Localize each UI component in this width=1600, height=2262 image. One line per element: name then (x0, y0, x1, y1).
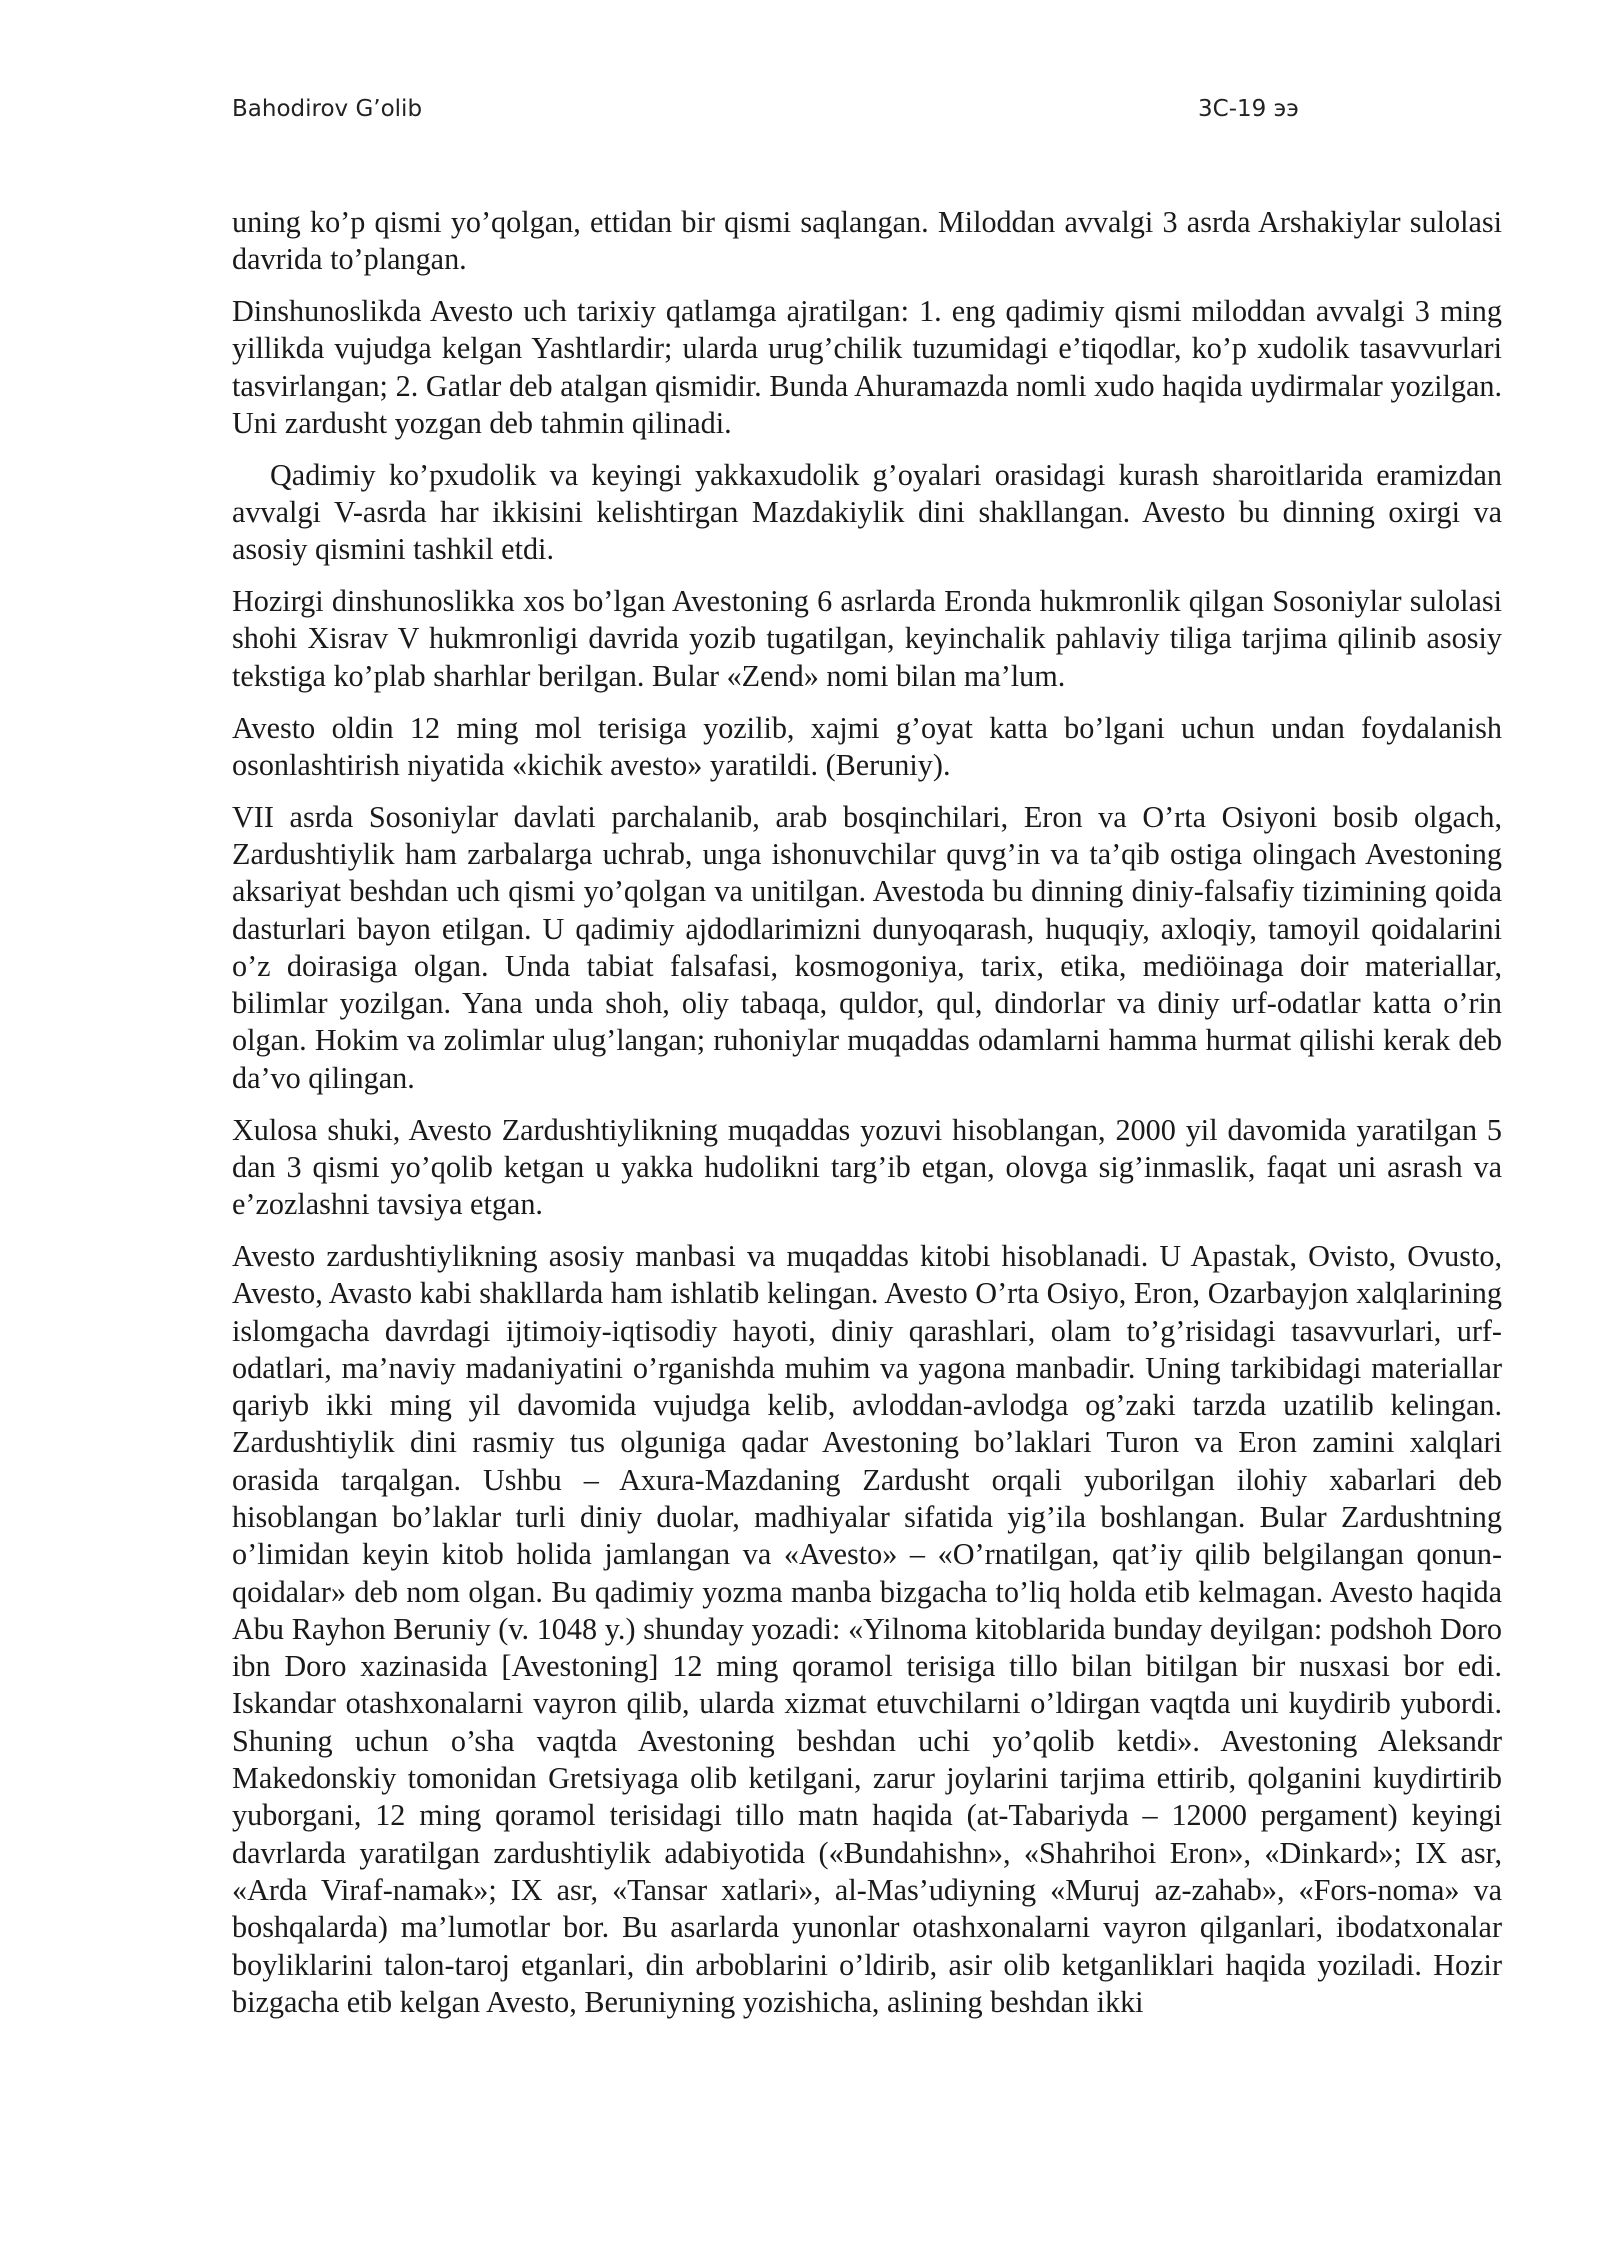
paragraph-1: uning ko’p qismi yo’qolgan, ettidan bir qismi saqlangan. Miloddan avvalgi 3 asrda Arshakiylar sulolasi davrida to’plangan. (232, 205, 1502, 277)
document-body (232, 204, 1502, 2036)
paragraph-3: Qadimiy ko’pxudolik va keyingi yakkaxudolik g’oyalari orasidagi kurash sharoitlarida eramizdan avvalgi V-asrda har ikkisini kelishtirgan Mazdakiylik dini shakllangan. Avesto bu dinning oxirgi va asosiy qismini tashkil etdi. (232, 457, 1502, 567)
paragraph-7: Xulosa shuki, Avesto Zardushtiylikning muqaddas yozuvi hisoblangan, 2000 yil davomida yaratilgan 5 dan 3 qismi yo’qolib ketgan u yakka hudolikni targ’ib etgan, olovga sig’inmaslik, faqat uni asrash va e’zozlashni tavsiya etgan. (232, 1112, 1502, 1222)
paragraph-5: Avesto oldin 12 ming mol terisiga yozilib, xajmi g’oyat katta bo’lgani uchun undan foydalanish osonlashtirish niyatida «kichik avesto» yaratildi. (Beruniy). (232, 710, 1502, 782)
paragraph-4: Hozirgi dinshunoslikka xos bo’lgan Avestoning 6 asrlarda Eronda hukmronlik qilgan Sosoniylar sulolasi shohi Xisrav V hukmronligi davrida yozib tugatilgan, keyinchalik pahlaviy tiliga tarjima qilinib asosiy tekstiga ko’plab sharhlar berilgan. Bular «Zend» nomi bilan ma’lum. (232, 584, 1502, 693)
paragraph-6: VII asrda Sosoniylar davlati parchalanib, arab bosqinchilari, Eron va O’rta Osiyoni bosib olgach, Zardushtiylik ham zarbalarga uchrab, unga ishonuvchilar quvg’in va ta’qib ostiga olingach Avestoning aksariyat beshdan uch qismi yo’qolgan va unitilgan. Avestoda bu dinning diniy-falsafiy tizimining qoida dasturlari bayon etilgan. U qadimiy ajdodlarimizni dunyoqarash, huquqiy, axloqiy, tamoyil qoidalarini o’z doirasiga olgan. Unda tabiat falsafasi, kosmogoniya, tarix, etika, mediöinaga doir materiallar, bilimlar yozilgan. Yana unda shoh, oliy tabaqa, quldor, qul, dindorlar va diniy urf-odatlar katta o’rin olgan. Hokim va zolimlar ulug’langan; ruhoniylar muqaddas odamlarni hamma hurmat qilishi kerak deb da’vo qilingan. (232, 799, 1502, 1095)
paragraph-8: Avesto zardushtiylikning asosiy manbasi va muqaddas kitobi hisoblanadi. U Apastak, Ovisto, Ovusto, Avesto, Avasto kabi shakllarda ham ishlatib kelingan. Avesto O’rta Osiyo, Eron, Ozarbayjon xalqlarining islomgacha davrdagi ijtimoiy-iqtisodiy hayoti, diniy qarashlari, olam to’g’risidagi tasavvurlari, urf-odatlari, ma’naviy madaniyatini o’rganishda muhim va yagona manbadir. Uning tarkibidagi materiallar qariyb ikki ming yil davomida vujudga kelib, avloddan-avlodga og’zaki tarzda uzatilib kelingan. Zardushtiylik dini rasmiy tus olguniga qadar Avestoning bo’laklari Turon va Eron zamini xalqlari orasida tarqalgan. Ushbu – Axura-Mazdaning Zardusht orqali yuborilgan ilohiy xabarlari deb hisoblangan bo’laklar turli diniy duolar, madhiyalar sifatida yig’ila boshlangan. Bular Zardushtning o’limidan keyin kitob holida jamlangan va «Avesto» – «O’rnatilgan, qat’iy qilib belgilangan qonun-qoidalar» deb nom olgan. Bu qadimiy yozma manba bizgacha to’liq holda etib kelmagan. Avesto haqida Abu Rayhon Beruniy (v. 1048 y.) shunday yozadi: «Yilnoma kitoblarida bunday deyilgan: podshoh Doro ibn Doro xazinasida [Avestoning] 12 ming qoramol terisiga tillo bilan bitilgan bir nusxasi bor edi. Iskandar otashxonalarni vayron qilib, ularda xizmat etuvchilarni o’ldirgan vaqtda uni kuydirib yubordi. Shuning uchun o’sha vaqtda Avestoning beshdan uchi yo’qolib ketdi». Avestoning Aleksandr Makedonskiy tomonidan Gretsiyaga olib ketilgani, zarur joylarini tarjima ettirib, qolganini kuydirtirib yuborgani, 12 ming qoramol terisidagi tillo matn haqida (at-Tabariyda – 12000 pergament) keyingi davrlarda yaratilgan zardushtiylik adabiyotida («Bundahishn», «Shahrihoi Eron», «Dinkard»; IX asr, «Arda Viraf-namak»; IX asr, «Tansar xatlari», al-Mas’udiyning «Muruj az-zahab», «Fors-noma» va boshqalarda) ma’lumotlar bor. Bu asarlarda yunonlar otashxonalarni vayron qilganlari, ibodatxonalar boyliklarini talon-taroj etganlari, din arboblarini o’ldirib, asir olib ketganliklari haqida yoziladi. Hozir bizgacha etib kelgan Avesto, Beruniyning yozishicha, aslining beshdan ikki (232, 1238, 1502, 2019)
paragraph-2: Dinshunoslikda Avesto uch tarixiy qatlamga ajratilgan: 1. eng qadimiy qismi miloddan avvalgi 3 ming yillikda vujudga kelgan Yashtlardir; ularda urug’chilik tuzumidagi e’tiqodlar, ko’p xudolik tasavvurlari tasvirlangan; 2. Gatlar deb atalgan qismidir. Bunda Ahuramazda nomli xudo haqida uydirmalar yozilgan. Uni zardusht yozgan deb tahmin qilinadi. (232, 294, 1502, 440)
group-code: 3C-19 ээ (1198, 96, 1299, 122)
author-name: Bahodirov G’olib (232, 96, 423, 122)
